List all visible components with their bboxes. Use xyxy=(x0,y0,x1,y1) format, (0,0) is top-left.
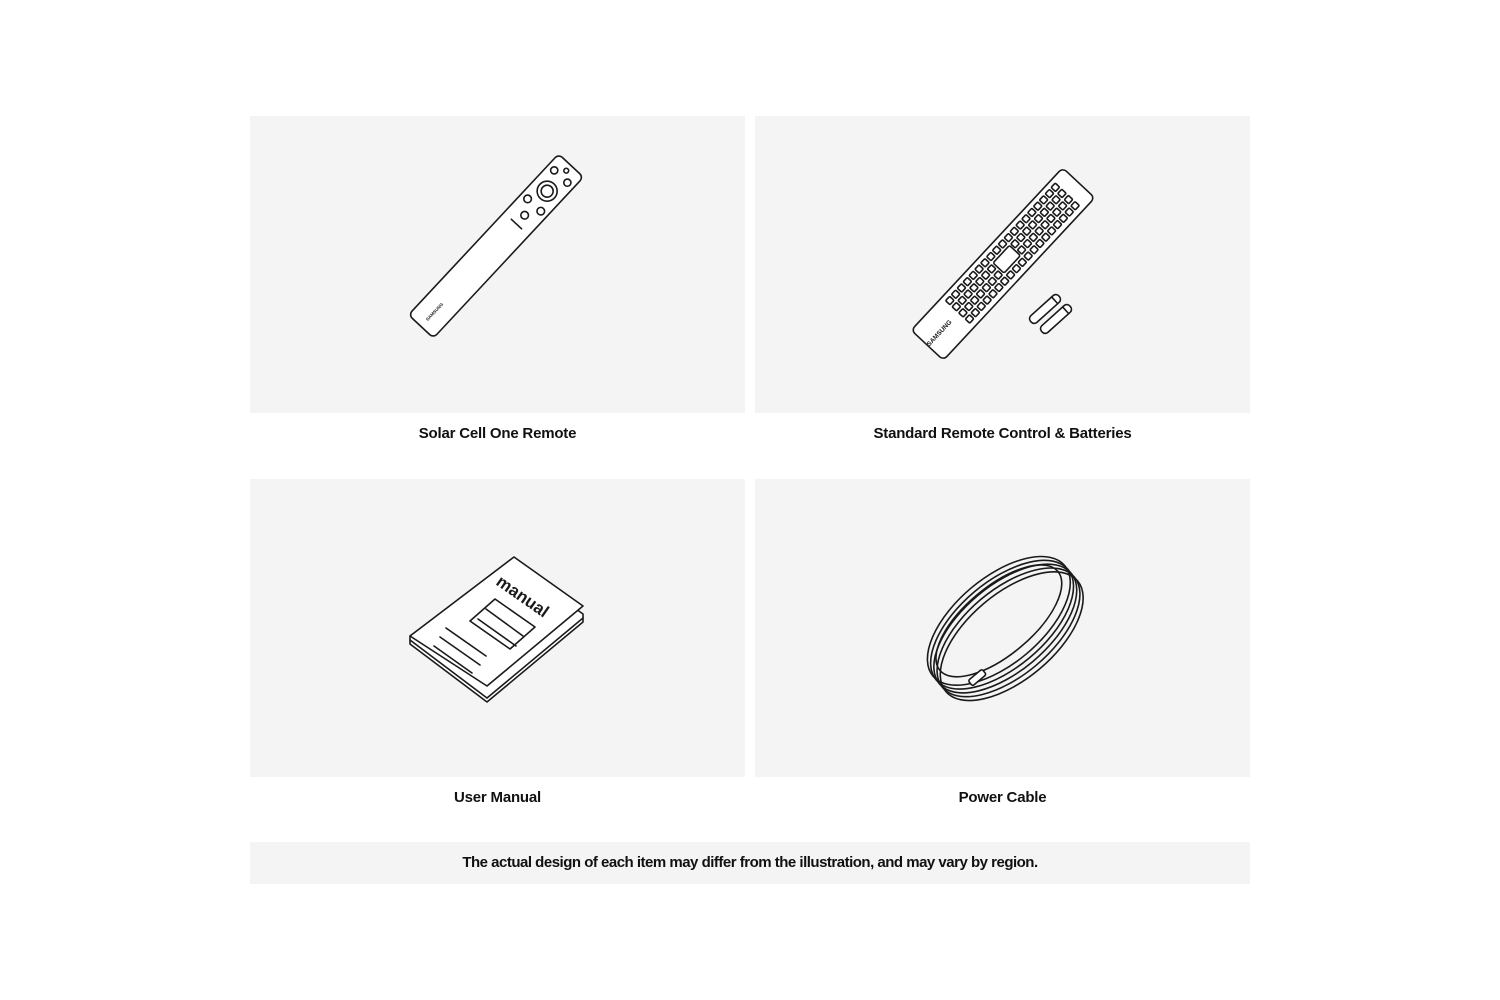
batteries-icon xyxy=(1028,293,1073,335)
item-caption: Solar Cell One Remote xyxy=(418,425,577,442)
item-caption: User Manual xyxy=(454,789,541,806)
power-cable-icon xyxy=(755,479,1250,777)
item-image-panel xyxy=(755,116,1250,413)
disclaimer-banner: The actual design of each item may differ from the illustration, and may vary by region. xyxy=(250,842,1250,884)
item-caption: Power Cable xyxy=(958,789,1047,806)
manual-cover-text: manual xyxy=(492,571,553,622)
remote-brand-text: SAMSUNG xyxy=(925,318,954,348)
standard-remote-icon xyxy=(755,116,1250,413)
manual-icon xyxy=(250,479,745,777)
solar-remote-icon xyxy=(250,116,745,413)
remote-brand-text: SAMSUNG xyxy=(424,301,445,322)
item-card-power-cable xyxy=(755,479,1250,806)
item-card-user-manual xyxy=(250,479,745,806)
item-image-panel xyxy=(250,116,745,413)
item-caption: Standard Remote Control & Batteries xyxy=(873,425,1132,442)
item-card-solar-remote xyxy=(250,116,745,442)
item-image-panel xyxy=(755,479,1250,777)
item-image-panel xyxy=(250,479,745,777)
item-card-standard-remote xyxy=(755,116,1250,442)
